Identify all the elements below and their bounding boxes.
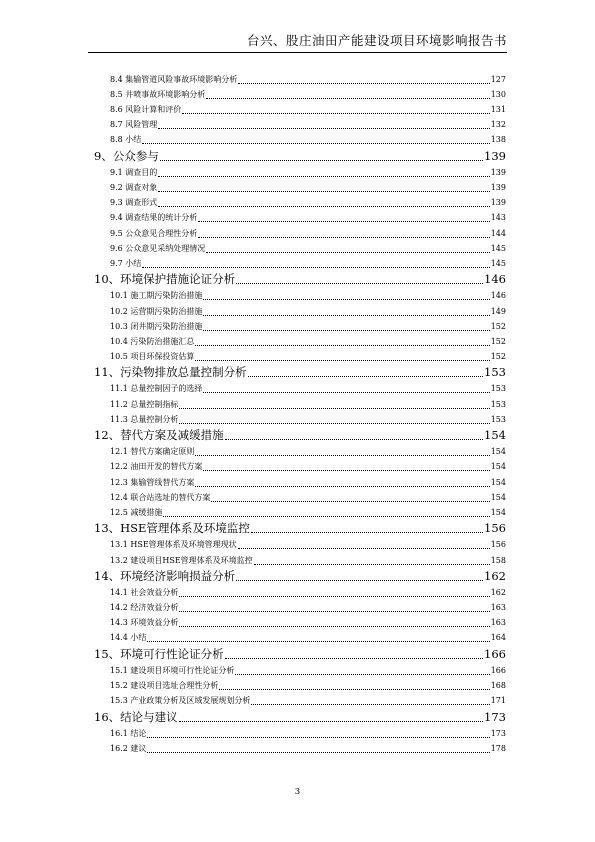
dot-leader <box>203 299 489 300</box>
toc-entry-page-number: 162 <box>484 569 506 584</box>
dot-leader <box>225 658 483 659</box>
toc-chapter-entry[interactable] <box>88 520 506 538</box>
toc-entry-title: 14、环境经济影响损益分析 <box>94 569 236 584</box>
toc-entry-title: 9.5 公众意见合理性分析 <box>110 228 198 238</box>
toc-entry-page-number: 130 <box>490 90 506 100</box>
toc-entry-page-number: 143 <box>490 213 506 223</box>
dot-leader <box>219 689 489 690</box>
toc-entry-title: 14.2 经济效益分析 <box>110 603 179 613</box>
toc-entry-title: 11、污染物排放总量控制分析 <box>94 365 247 380</box>
page-number: 3 <box>294 787 301 797</box>
toc-entry-page-number: 146 <box>490 291 506 301</box>
dot-leader <box>142 267 489 268</box>
toc-entry-page-number: 154 <box>490 507 506 517</box>
toc-entry-title: 9.1 调查目的 <box>110 168 158 178</box>
toc-section-entry[interactable] <box>88 319 506 334</box>
toc-section-entry[interactable] <box>88 256 506 271</box>
toc-entry-page-number: 145 <box>490 243 506 253</box>
dot-leader <box>238 548 490 549</box>
toc-section-entry[interactable] <box>88 165 506 180</box>
toc-entry-title: 16.2 建议 <box>110 744 147 754</box>
toc-section-entry[interactable] <box>88 303 506 318</box>
toc-entry-title: 10.5 项目环保投资估算 <box>110 351 195 361</box>
toc-entry-title: 10、环境保护措施论证分析 <box>94 272 236 287</box>
dot-leader <box>195 345 489 346</box>
toc-entry-page-number: 131 <box>490 105 506 115</box>
toc-chapter-entry[interactable] <box>88 364 506 382</box>
toc-section-entry[interactable] <box>88 505 506 520</box>
dot-leader <box>195 486 489 487</box>
toc-entry-page-number: 153 <box>490 399 506 409</box>
dot-leader <box>179 721 483 722</box>
toc-entry-title: 9.4 调查结果的统计分析 <box>110 213 198 223</box>
dot-leader <box>179 408 489 409</box>
dot-leader <box>206 252 489 253</box>
toc-entry-title: 11.1 总量控制因子的选择 <box>110 384 203 394</box>
toc-entry-page-number: 164 <box>490 633 506 643</box>
toc-section-entry[interactable] <box>88 552 506 567</box>
toc-entry-title: 14.4 小结 <box>110 633 147 643</box>
dot-leader <box>203 392 489 393</box>
dot-leader <box>147 752 489 753</box>
toc-section-entry[interactable] <box>88 474 506 489</box>
toc-entry-title: 9、公众参与 <box>94 149 159 164</box>
toc-entry-page-number: 138 <box>490 135 506 145</box>
toc-section-entry[interactable] <box>88 132 506 147</box>
toc-entry-page-number: 154 <box>490 477 506 487</box>
toc-entry-title: 11.2 总量控制指标 <box>110 399 179 409</box>
dot-leader <box>182 113 489 114</box>
toc-entry-title: 9.2 调查对象 <box>110 183 158 193</box>
dot-leader <box>179 423 489 424</box>
toc-section-entry[interactable] <box>88 412 506 427</box>
toc-entry-page-number: 139 <box>484 149 506 164</box>
toc-entry-title: 9.6 公众意见采纳处理情况 <box>110 243 206 253</box>
toc-entry-page-number: 152 <box>490 351 506 361</box>
page-header <box>88 30 507 53</box>
toc-entry-title: 12.1 替代方案确定原则 <box>110 447 195 457</box>
toc-entry-title: 15.2 建设项目选址合理性分析 <box>110 681 219 691</box>
toc-section-entry[interactable] <box>88 210 506 225</box>
toc-entry-page-number: 153 <box>490 414 506 424</box>
toc-entry-page-number: 173 <box>490 729 506 739</box>
toc-chapter-entry[interactable] <box>88 708 506 726</box>
dot-leader <box>238 83 489 84</box>
toc-entry-title: 13、HSE管理体系及环境监控 <box>94 521 250 536</box>
dot-leader <box>158 206 489 207</box>
dot-leader <box>236 283 483 284</box>
toc-entry-page-number: 132 <box>490 120 506 130</box>
toc-entry-title: 12.5 减缓措施 <box>110 507 163 517</box>
toc-section-entry[interactable] <box>88 693 506 708</box>
toc-entry-title: 16、结论与建议 <box>94 709 178 724</box>
dot-leader <box>195 455 489 456</box>
dot-leader <box>163 516 489 517</box>
toc-entry-title: 8.8 小结 <box>110 135 142 145</box>
toc-entry-title: 12、替代方案及减缓措施 <box>94 428 224 443</box>
toc-entry-page-number: 158 <box>490 555 506 565</box>
dot-leader <box>211 501 489 502</box>
toc-section-entry[interactable] <box>88 288 506 303</box>
toc-entry-page-number: 152 <box>490 336 506 346</box>
toc-entry-page-number: 154 <box>490 462 506 472</box>
toc-entry-title: 8.4 集输管道风险事故环境影响分析 <box>110 75 238 85</box>
toc-section-entry[interactable] <box>88 349 506 364</box>
dot-leader <box>248 376 483 377</box>
toc-entry-page-number: 166 <box>490 666 506 676</box>
toc-section-entry[interactable] <box>88 615 506 630</box>
toc-entry-page-number: 144 <box>490 228 506 238</box>
toc-entry-page-number: 145 <box>490 258 506 268</box>
toc-entry-page-number: 149 <box>490 306 506 316</box>
toc-chapter-entry[interactable] <box>88 271 506 289</box>
dot-leader <box>203 315 489 316</box>
toc-entry-title: 10.3 闭井期污染防治措施 <box>110 321 203 331</box>
toc-entry-title: 12.3 集输管线替代方案 <box>110 477 195 487</box>
toc-entry-page-number: 173 <box>484 709 506 724</box>
dot-leader <box>206 98 489 99</box>
toc-chapter-entry[interactable] <box>88 645 506 663</box>
toc-entry-page-number: 152 <box>490 321 506 331</box>
toc-entry-title: 10.4 污染防治措施汇总 <box>110 336 195 346</box>
toc-entry-title: 10.1 施工期污染防治措施 <box>110 291 203 301</box>
toc-entry-title: 9.7 小结 <box>110 258 142 268</box>
toc-section-entry[interactable] <box>88 117 506 132</box>
toc-entry-page-number: 163 <box>490 603 506 613</box>
toc-section-entry[interactable] <box>88 490 506 505</box>
toc-entry-page-number: 156 <box>484 521 506 536</box>
toc-entry-page-number: 154 <box>484 428 506 443</box>
toc-section-entry[interactable] <box>88 334 506 349</box>
toc-section-entry[interactable] <box>88 585 506 600</box>
dot-leader <box>158 191 489 192</box>
dot-leader <box>251 532 483 533</box>
dot-leader <box>147 641 489 642</box>
toc-entry-title: 12.4 联合站选址的替代方案 <box>110 492 211 502</box>
toc-section-entry[interactable] <box>88 459 506 474</box>
toc-section-entry[interactable] <box>88 225 506 240</box>
dot-leader <box>203 330 489 331</box>
toc-entry-title: 10.2 运营期污染防治措施 <box>110 306 203 316</box>
dot-leader <box>235 674 489 675</box>
toc-entry-page-number: 154 <box>490 492 506 502</box>
toc-entry-title: 15.1 建设项目环境可行性论证分析 <box>110 666 235 676</box>
dot-leader <box>179 596 489 597</box>
toc-entry-page-number: 154 <box>490 447 506 457</box>
toc-section-entry[interactable] <box>88 87 506 102</box>
toc-entry-page-number: 168 <box>490 681 506 691</box>
dot-leader <box>142 143 489 144</box>
dot-leader <box>158 128 489 129</box>
toc-entry-page-number: 163 <box>490 618 506 628</box>
table-of-contents <box>88 72 506 756</box>
toc-entry-title: 16.1 结论 <box>110 729 147 739</box>
dot-leader <box>198 237 489 238</box>
toc-entry-title: 8.7 风险管理 <box>110 120 158 130</box>
toc-section-entry[interactable] <box>88 600 506 615</box>
dot-leader <box>147 737 489 738</box>
toc-entry-title: 14.3 环境效益分析 <box>110 618 179 628</box>
toc-entry-page-number: 139 <box>490 183 506 193</box>
dot-leader <box>251 704 489 705</box>
toc-entry-title: 13.1 HSE管理体系及环境管理现状 <box>110 540 237 550</box>
toc-section-entry[interactable] <box>88 381 506 396</box>
toc-chapter-entry[interactable] <box>88 147 506 165</box>
toc-section-entry[interactable] <box>88 741 506 756</box>
toc-chapter-entry[interactable] <box>88 568 506 586</box>
toc-entry-title: 15、环境可行性论证分析 <box>94 647 224 662</box>
dot-leader <box>254 564 490 565</box>
toc-section-entry[interactable] <box>88 195 506 210</box>
toc-entry-page-number: 178 <box>490 744 506 754</box>
toc-entry-page-number: 153 <box>484 365 506 380</box>
toc-entry-title: 14.1 社会效益分析 <box>110 588 179 598</box>
toc-section-entry[interactable] <box>88 72 506 87</box>
toc-section-entry[interactable] <box>88 726 506 741</box>
toc-entry-page-number: 153 <box>490 384 506 394</box>
toc-section-entry[interactable] <box>88 396 506 411</box>
dot-leader <box>160 160 483 161</box>
toc-entry-page-number: 166 <box>484 647 506 662</box>
dot-leader <box>179 626 489 627</box>
toc-section-entry[interactable] <box>88 630 506 645</box>
toc-section-entry[interactable] <box>88 444 506 459</box>
toc-entry-title: 12.2 油田开发的替代方案 <box>110 462 203 472</box>
toc-entry-page-number: 146 <box>484 272 506 287</box>
toc-entry-page-number: 171 <box>490 696 506 706</box>
dot-leader <box>179 611 489 612</box>
toc-entry-title: 15.3 产业政策分析及区域发展规划分析 <box>110 696 251 706</box>
dot-leader <box>158 176 489 177</box>
toc-section-entry[interactable] <box>88 678 506 693</box>
dot-leader <box>236 580 483 581</box>
toc-entry-title: 8.5 井喷事故环境影响分析 <box>110 90 206 100</box>
toc-entry-title: 8.6 风险计算和评价 <box>110 105 182 115</box>
toc-entry-page-number: 139 <box>490 168 506 178</box>
dot-leader <box>198 221 489 222</box>
toc-entry-title: 11.3 总量控制分析 <box>110 414 179 424</box>
toc-section-entry[interactable] <box>88 663 506 678</box>
dot-leader <box>203 470 489 471</box>
toc-entry-page-number: 139 <box>490 198 506 208</box>
toc-entry-title: 13.2 建设项目HSE管理体系及环境监控 <box>110 555 253 565</box>
toc-section-entry[interactable] <box>88 537 506 552</box>
toc-section-entry[interactable] <box>88 241 506 256</box>
toc-section-entry[interactable] <box>88 102 506 117</box>
toc-entry-page-number: 156 <box>490 540 506 550</box>
document-title: 台兴、股庄油田产能建设项目环境影响报告书 <box>246 33 507 48</box>
toc-entry-page-number: 162 <box>490 588 506 598</box>
toc-entry-title: 9.3 调查形式 <box>110 198 158 208</box>
dot-leader <box>225 439 483 440</box>
toc-entry-page-number: 127 <box>490 75 506 85</box>
toc-section-entry[interactable] <box>88 180 506 195</box>
toc-chapter-entry[interactable] <box>88 427 506 445</box>
dot-leader <box>195 360 489 361</box>
